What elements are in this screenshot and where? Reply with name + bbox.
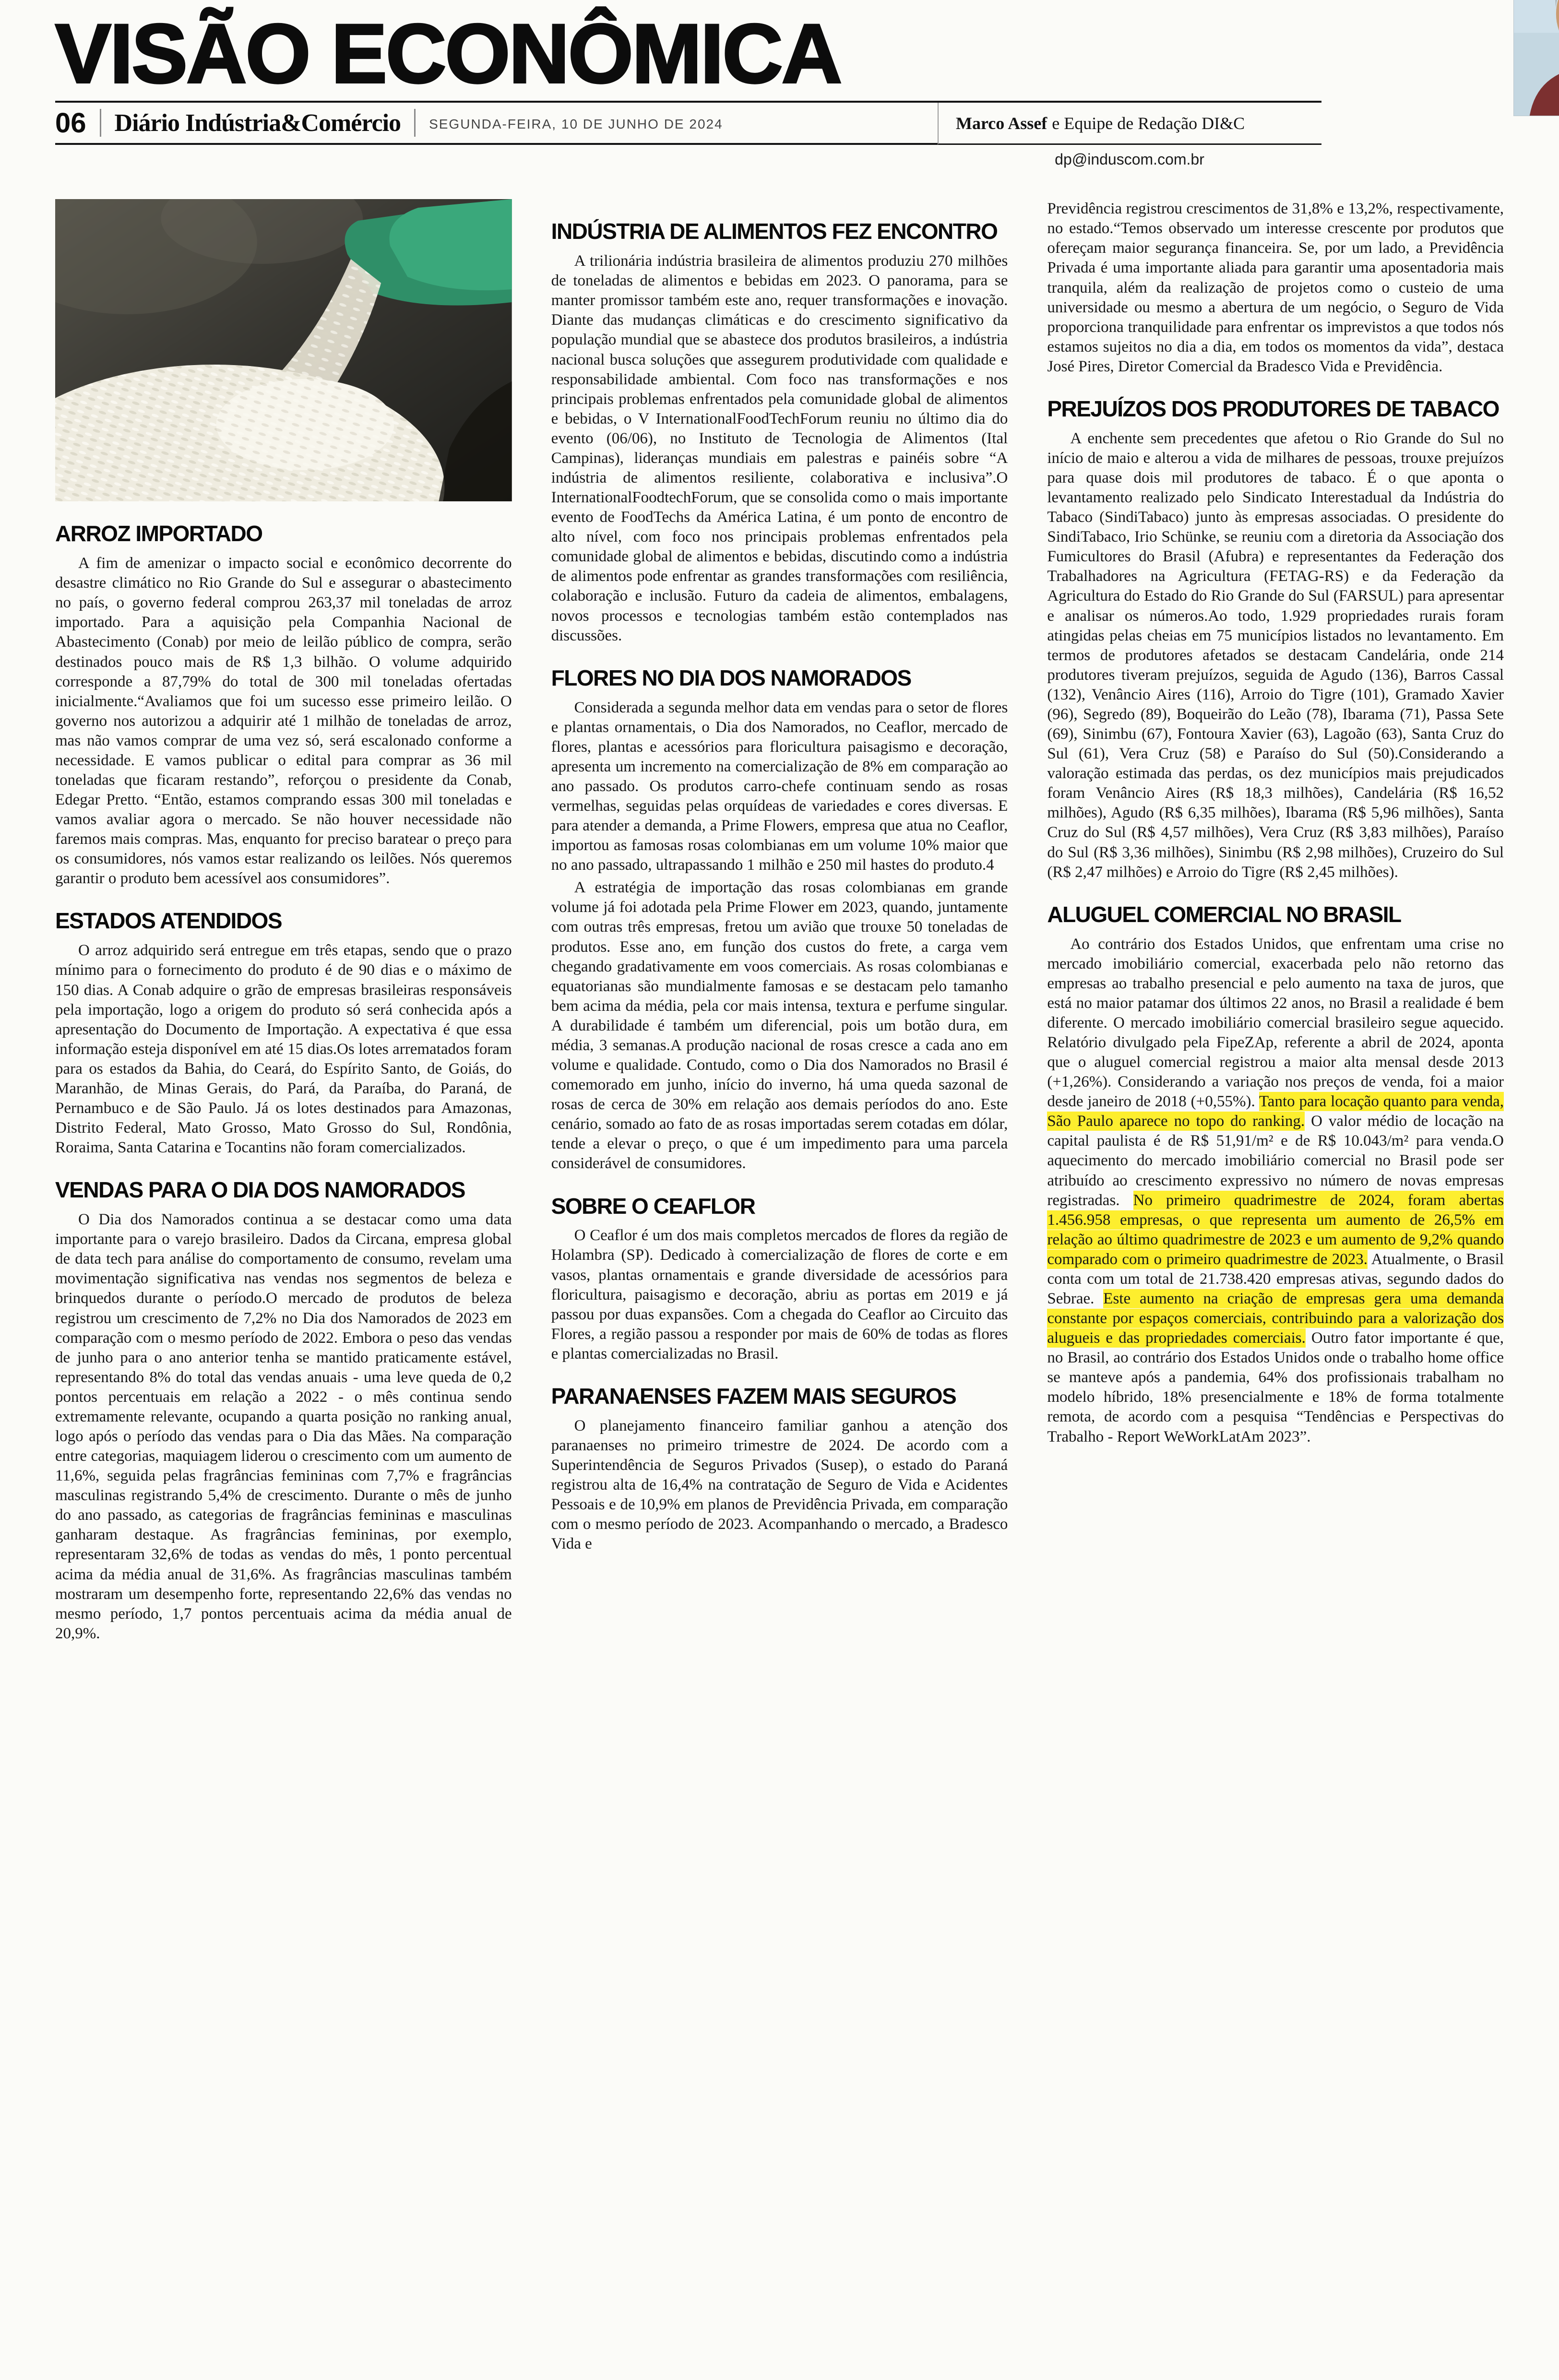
article-title: INDÚSTRIA DE ALIMENTOS FEZ ENCONTRO <box>551 219 998 244</box>
masthead <box>55 7 1504 168</box>
article-industria-de-alimentos <box>551 220 1008 645</box>
article-estados-atendidos <box>55 910 512 1158</box>
text-segment: Ao contrário dos Estados Unidos, que enfrentam uma crise no mercado imobiliário comercial, exacerbada pelo não retorno das empresas ao trabalho presencial e pelo aumento na taxa de juros, que está no maior patamar dos últimos 22 anos, no Brasil a realidade é bem diferente. O mercado imobiliário comercial brasileiro segue aquecido. Relatório divulgado pela FipeZAp, referente a abril de 2024, aponta que o aluguel comercial registrou a maior alta mensal desde 2013 (+1,26%). Considerando a variação nos preços de venda, foi a maior desde janeiro de 2018 (+0,55%). <box>1047 935 1504 1111</box>
byline-team: e Equipe de Redação DI&C <box>1052 113 1245 133</box>
page-number: 06 <box>55 107 86 139</box>
date-line: SEGUNDA-FEIRA, 10 DE JUNHO DE 2024 <box>429 117 723 132</box>
highlighted-text: No primeiro quadrimestre de 2024, foram abertas 1.456.958 empresas, o que representa um aumento de 26,5% em relação ao último quadrimestre de 2023 e um aumento de 9,2% quando comparado com o primeiro quadrimestre de 2023. <box>1047 1191 1504 1268</box>
article-flores-dia-dos-namorados <box>551 667 1008 1174</box>
text-segment: A estratégia de importação das rosas colombianas em grande volume já foi adotada pela Prime Flower em 2023, quando, juntamente com outras três empresas, fretou um avião que trouxe 50 toneladas de produtos. Esse ano, em função dos custos do frete, a carga vem chegando gradativamente em voos comerciais. As rosas colombianas e equatorianas são mundialmente famosas e se destacam pelo tamanho bem acima da média, pela cor mais intensa, textura e perfume singular. A durabilidade é também um diferencial, pois um botão dura, em média, 3 semanas.A produção nacional de rosas cresce a cada ano em volume e qualidade. Contudo, como o Dia dos Namorados no Brasil é comemorado em junho, início do inverno, há uma queda sazonal de rosas de cerca de 30% em relação aos demais períodos do ano. Este cenário, somado ao fato de as rosas importadas serem cotadas em dólar, tende a elevar o preço, o que é um impedimento para uma parcela considerável de consumidores. <box>551 879 1008 1172</box>
text-segment: O valor médio de locação na capital paulista é de R$ 51,91/m² e de R$ 10.043/m² para venda.O aquecimento do mercado imobiliário comercial no Brasil pode ser atribuído ao crescimento expressivo no número de novas empresas registradas. <box>1047 1113 1504 1209</box>
article-title: FLORES NO DIA DOS NAMORADOS <box>551 665 911 690</box>
columnist-photo <box>1513 0 1559 116</box>
text-segment: Previdência registrou crescimentos de 31,8% e 13,2%, respectivamente, no estado.“Temos observado um interesse crescente por produtos que ofereçam maior segurança financeira. Se, por um lado, a Previdência Privada é uma importante aliada para garantir uma aposentadoria mais tranquila, além da realização de projetos como o custeio de uma universidade ou mesmo a abertura de um negócio, o Seguro de Vida proporciona tranquilidade para enfrentar os imprevistos a que todos nós estamos sujeitos no dia a dia, em todos os momentos da vida”, destaca José Pires, Diretor Comercial da Bradesco Vida e Previdência. <box>1047 200 1504 375</box>
page-title: VISÃO ECONÔMICA <box>55 7 841 101</box>
text-segment: Atualmente, o Brasil conta com um total de 21.738.420 empresas ativas, segundo dados do Sebrae. <box>1047 1250 1504 1307</box>
text-segment: O Ceaflor é um dos mais completos mercados de flores da região de Holambra (SP). Dedicado à comercialização de flores de corte e em vasos, plantas ornamentais e grande diversidade de acessórios para floricultura, paisagismo e decoração, abriu as portas em 2019 e já passou por duas expansões. Com a chegada do Ceaflor ao Circuito das Flores, a região passou a responder por mais de 60% de todas as flores e plantas comercializadas no Brasil. <box>551 1227 1008 1362</box>
text-segment: Considerada a segunda melhor data em vendas para o setor de flores e plantas ornamentais, o Dia dos Namorados, no Ceaflor, mercado de flores, plantas e acessórios para floricultura paisagismo e decoração, apresenta um incremento na comercialização de 8% em comparação ao ano passado. Os produtos carro-chefe continuam sendo as rosas vermelhas, seguidas pelas orquídeas de variedades e cores diversas. E para atender a demanda, a Prime Flowers, empresa que atua no Ceaflor, importou as famosas rosas colombianas em um volume 10% maior que no ano passado, ultrapassando 1 milhão e 250 mil hastes do produto.4 <box>551 699 1008 874</box>
newspaper-name: Diário Indústria&Comércio <box>114 109 401 137</box>
article-paragraph <box>551 1226 1008 1364</box>
article-vendas-dia-dos-namorados <box>55 1179 512 1644</box>
article-prejuizos-produtores-tabaco <box>1047 398 1504 882</box>
article-title: PREJUÍZOS DOS PRODUTORES DE TABACO <box>1047 396 1499 421</box>
article-arroz-importado <box>55 522 512 888</box>
article-sobre-o-ceaflor <box>551 1195 1008 1364</box>
rice-photo <box>55 199 512 501</box>
continued-paragraph <box>1047 199 1504 377</box>
columns <box>55 199 1504 1646</box>
article-title: ARROZ IMPORTADO <box>55 521 262 546</box>
article-paranaenses-seguros <box>551 1385 1008 1554</box>
text-segment: A trilionária indústria brasileira de alimentos produziu 270 milhões de toneladas de alimentos e bebidas em 2023. O panorama, para se manter promissor também este ano, requer transformações e inovação. Diante das mudanças climáticas e do crescimento significativo da população mundial que se abastece dos produtos brasileiros, a indústria nacional busca soluções que assegurem produtividade com qualidade e responsabilidade ambiental. Com foco nas transformações e nos principais problemas enfrentados pela comunidade global de alimentos e bebidas, o V InternationalFoodTechForum reuniu no último dia do evento (06/06), no Instituto de Tecnologia de Alimentos (Ital Campinas), lideranças mundiais em palestras e painéis sobre “A indústria de alimentos resiliente, colaborativa e inclusiva”.O InternationalFoodtechForum, que se consolida como o mais importante evento de FoodTechs da América Latina, é um ponto de encontro de alto nível, com foco nos principais problemas enfrentados pela comunidade global de alimentos e bebidas, discutindo como a indústria de alimentos pode enfrentar as grandes transformações com resiliência, colaboração e inclusão. Futuro da cadeia de alimentos, embalagens, novos processos e tecnologias também estão contemplados nas discussões. <box>551 252 1008 644</box>
vertical-divider <box>414 109 416 137</box>
column-3 <box>1047 199 1504 1449</box>
byline-email: dp@induscom.com.br <box>1055 151 1204 168</box>
article-title: SOBRE O CEAFLOR <box>551 1193 755 1219</box>
article-aluguel-comercial-brasil <box>1047 903 1504 1447</box>
byline-block <box>938 103 1321 168</box>
article-paragraph <box>551 251 1008 646</box>
byline <box>938 103 1321 145</box>
text-segment: A enchente sem precedentes que afetou o Rio Grande do Sul no início de maio e alterou a vida de milhares de pessoas, trouxe prejuízos para quase dois mil produtores de tabaco. É o que aponta o levantamento realizado pelo Sindicato Interestadual da Indústria do Tabaco (SindiTabaco) junto às empresas associadas. O presidente do SindiTabaco, Irio Schünke, se reuniu com a diretoria da Associação dos Fumicultores do Brasil (Afubra) e representantes da Federação dos Trabalhadores na Agricultura (FETAG-RS) e da Federação da Agricultura do Estado do Rio Grande do Sul (FARSUL) para apresentar e analisar os números.Ao todo, 1.929 propriedades rurais foram atingidas pelas cheias em 75 municípios listados no levantamento. Em termos de produtores afetados se destacam Candelária, onde 214 produtores tiveram prejuízos, seguida de Agudo (136), Barros Cassal (132), Venâncio Aires (116), Arroio do Tigre (101), Gramado Xavier (96), Segredo (89), Boqueirão do Leão (78), Ibarama (71), Passa Sete (69), Sinimbu (67), Fontoura Xavier (63), Lagoão (63), Santa Cruz do Sul (61), Vera Cruz (58) e Paraíso do Sul (50).Considerando a valoração estimada das perdas, os dez municípios mais prejudicados foram Venâncio Aires (R$ 18,3 milhões), Candelária (R$ 16,52 milhões), Agudo (R$ 6,35 milhões), Ibarama (R$ 5,96 milhões), Santa Cruz do Sul (R$ 4,57 milhões), Vera Cruz (R$ 3,83 milhões), Paraíso do Sul (R$ 3,36 milhões), Sinimbu (R$ 2,98 milhões), Cruzeiro do Sul (R$ 2,47 milhões) e Arroio do Tigre (R$ 2,45 milhões). <box>1047 429 1504 881</box>
text-segment: O Dia dos Namorados continua a se destacar como uma data importante para o varejo brasileiro. Dados da Circana, empresa global de data tech para análise do comportamento de consumo, revelam uma movimentação significativa nas vendas nos segmentos de beleza e brinquedos durante o período.O mercado de produtos de beleza registrou um crescimento de 7,2% no Dia dos Namorados de 2023 em comparação com o mesmo período de 2022. Embora o peso das vendas de junho para o ano anterior tenha se mantido praticamente estável, representando 8% do total das vendas anuais - uma leve queda de 0,2 pontos percentuais em relação a 2022 - o mês continua sendo extremamente relevante, ocupando a quarta posição no ranking anual, logo após o período das vendas para o Dia das Mães. Na comparação entre categorias, maquiagem liderou o crescimento com um aumento de 11,6%, seguida pelas fragrâncias femininas com 7,7% e fragrâncias masculinas registrando 5,4% de crescimento. Durante o mês de junho do ano passado, as categorias de fragrâncias femininas e masculinas ganharam destaque. As fragrâncias femininas, por exemplo, representaram 32,6% de todas as vendas do mês, 1 ponto percentual acima da média anual de 31,6%. As fragrâncias masculinas também mostraram um desempenho forte, representando 22,6% das vendas no mesmo período, 1,7 pontos percentuais acima da média anual de 20,9%. <box>55 1211 512 1642</box>
vertical-divider <box>100 109 101 137</box>
text-segment: O arroz adquirido será entregue em três etapas, sendo que o prazo mínimo para o fornecimento do produto é de 90 dias e o máximo de 150 dias. A Conab adquire o grão de empresas brasileiras responsáveis pela importação, logo a origem do produto só será conhecida após a apresentação do Documento de Importação. A expectativa é que essa informação esteja disponível em até 15 dias.Os lotes arrematados foram para os estados da Bahia, do Ceará, do Espírito Santo, de Goiás, do Maranhão, de Minas Gerais, do Pará, da Paraíba, do Paraná, de Pernambuco e de São Paulo. Já os lotes destinados para Amazonas, Distrito Federal, Mato Grosso, Mato Grosso do Sul, Rondônia, Roraima, Santa Catarina e Tocantins não foram comercializados. <box>55 942 512 1157</box>
text-segment: A fim de amenizar o impacto social e econômico decorrente do desastre climático no Rio Grande do Sul e assegurar o abastecimento no país, o governo federal comprou 263,37 mil toneladas de arroz importado. Para a aquisição pela Companhia Nacional de Abastecimento (Conab) por meio de leilão público de compra, serão destinados pouco mais de R$ 1,3 bilhão. O volume adquirido corresponde a 87,79% do total de 300 mil toneladas ofertadas inicialmente.“Avaliamos que foi um sucesso esse primeiro leilão. O governo nos autorizou a adquirir até 1 milhão de toneladas de arroz, mas não vamos comprar de uma vez só, será escalonado conforme a necessidade. E vamos publicar o edital para comprar as 36 mil toneladas que ficaram restando”, reforçou o presidente da Conab, Edegar Pretto. “Então, estamos comprando essas 300 mil toneladas e vamos avaliar agora o mercado. Se não houver necessidade não faremos mais compras. Mas, enquanto for preciso baratear o preço para os consumidores, nós vamos estar realizando os leilões. Nós queremos garantir o produto bem acessível aos consumidores”. <box>55 555 512 888</box>
article-title: VENDAS PARA O DIA DOS NAMORADOS <box>55 1177 465 1203</box>
article-paragraph <box>55 1210 512 1644</box>
highlighted-text: Tanto para locação quanto para venda, São Paulo aparece no topo do ranking. <box>1047 1093 1504 1130</box>
masthead-info-row <box>55 101 1321 168</box>
text-segment: O planejamento financeiro familiar ganhou a atenção dos paranaenses no primeiro trimestre de 2024. De acordo com a Superintendência de Seguros Privados (Susep), o estado do Paraná registrou alta de 16,4% na contratação de Seguro de Vida e Acidentes Pessoais e de 10,9% em planos de Previdência Privada, em comparação com o mesmo período de 2023. Acompanhando o mercado, a Bradesco Vida e <box>551 1417 1008 1553</box>
byline-author: Marco Assef <box>956 113 1047 133</box>
text-segment: Outro fator importante é que, no Brasil, ao contrário dos Estados Unidos onde o trabalho home office se manteve após a pandemia, 64% dos profissionais trabalham no modelo híbrido, 18% presencialmente e 18% de forma totalmente remota, de acordo com a pesquisa “Tendências e Perspectivas do Trabalho - Report WeWorkLatAm 2023”. <box>1047 1329 1504 1445</box>
column-1 <box>55 199 512 1646</box>
masthead-left-group <box>55 103 938 145</box>
article-title: ESTADOS ATENDIDOS <box>55 908 282 934</box>
column-2 <box>551 199 1008 1557</box>
article-paragraph <box>55 554 512 888</box>
article-paragraph <box>1047 935 1504 1447</box>
article-paragraph <box>551 878 1008 1173</box>
highlighted-text: Este aumento na criação de empresas gera uma demanda constante por espaços comerciais, contribuindo para a valorização dos alugueis e das propriedades comerciais. <box>1047 1290 1504 1347</box>
article-paragraph <box>551 698 1008 876</box>
article-title: ALUGUEL COMERCIAL NO BRASIL <box>1047 901 1401 927</box>
columnist-portrait-illustration <box>1514 0 1559 116</box>
article-paragraph <box>1047 429 1504 882</box>
article-title: PARANAENSES FAZEM MAIS SEGUROS <box>551 1383 956 1409</box>
rice-photo-illustration <box>55 199 512 501</box>
article-paragraph <box>551 1416 1008 1554</box>
article-paranaenses-seguros-continuacao <box>1047 199 1504 377</box>
article-paragraph <box>55 941 512 1158</box>
